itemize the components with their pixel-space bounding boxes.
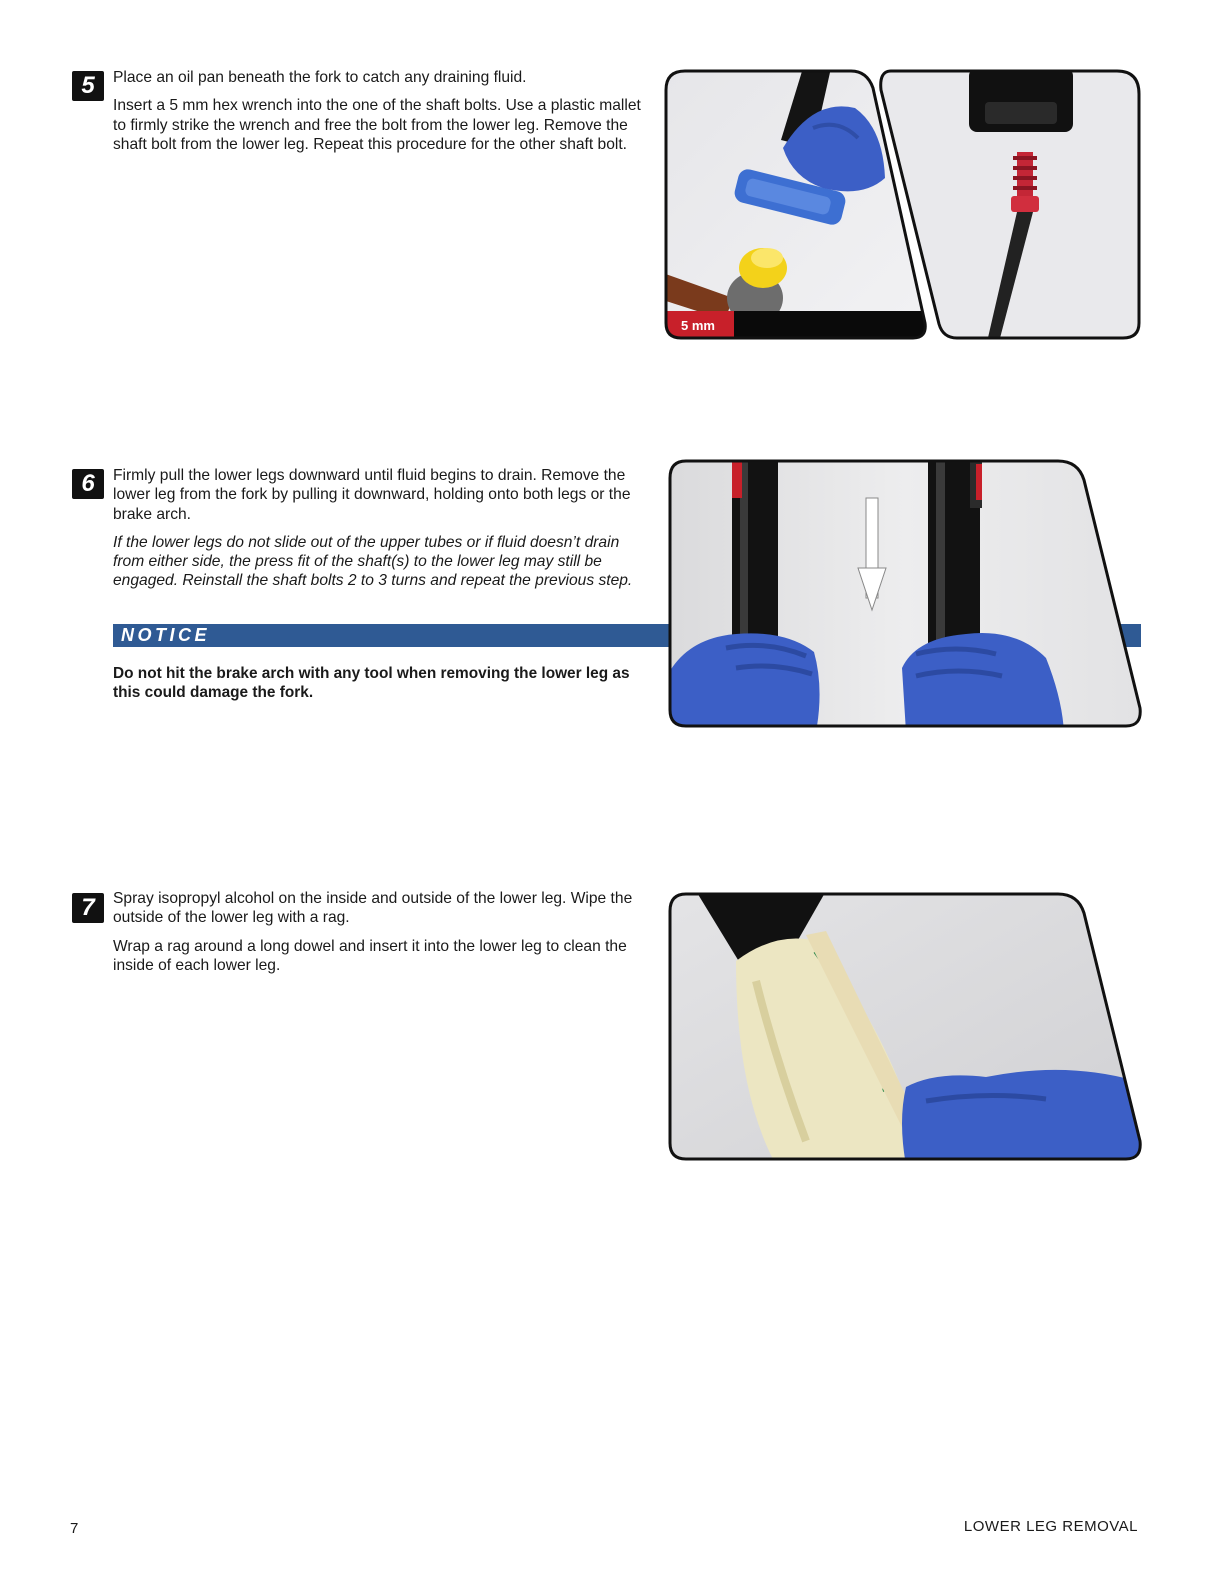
step-5-paragraph-2: Insert a 5 mm hex wrench into the one of the shaft bolts. Use a plastic mallet to firmly strike the wrench and free the bolt from the lower leg. Remove the shaft bolt from the lower leg. Repeat this procedure for the other shaft bolt. (113, 97, 641, 153)
step-5-photo-shaft-bolt (877, 68, 1143, 342)
step-5-text (113, 68, 648, 163)
page-number: 7 (70, 1520, 79, 1537)
step-number-7: 7 (72, 893, 104, 923)
step-6-paragraph-1: Firmly pull the lower legs downward until fluid begins to drain. Remove the lower leg from the fork by pulling it downward, holding onto both legs or the brake arch. (113, 467, 631, 523)
step-7-photo-clean-lower-leg (666, 891, 1144, 1165)
notice-label: NOTICE (121, 625, 211, 645)
section-title: LOWER LEG REMOVAL (963, 1518, 1138, 1535)
step-5-photo-label: 5 mm (681, 318, 715, 333)
step-5-paragraph-1: Place an oil pan beneath the fork to catch any draining fluid. (113, 69, 527, 86)
step-7-paragraph-2: Wrap a rag around a long dowel and insert it into the lower leg to clean the inside of each lower leg. (113, 937, 627, 974)
step-6-photo-pull-lower-legs (666, 458, 1144, 732)
step-number-5: 5 (72, 71, 104, 101)
step-number-6: 6 (72, 469, 104, 499)
step-6-text (113, 466, 648, 600)
step-7-paragraph-1: Spray isopropyl alcohol on the inside and outside of the lower leg. Wipe the outside of the lower leg with a rag. (113, 890, 633, 927)
notice-text: Do not hit the brake arch with any tool when removing the lower leg as this could damage the fork. (113, 665, 630, 702)
step-6-italic-note: If the lower legs do not slide out of the upper tubes or if fluid doesn’t drain from either side, the press fit of the shaft(s) to the lower leg may still be engaged. Reinstall the shaft bolts 2 to 3 turns and repeat the previous step. (113, 533, 633, 590)
step-7-text (113, 889, 648, 984)
